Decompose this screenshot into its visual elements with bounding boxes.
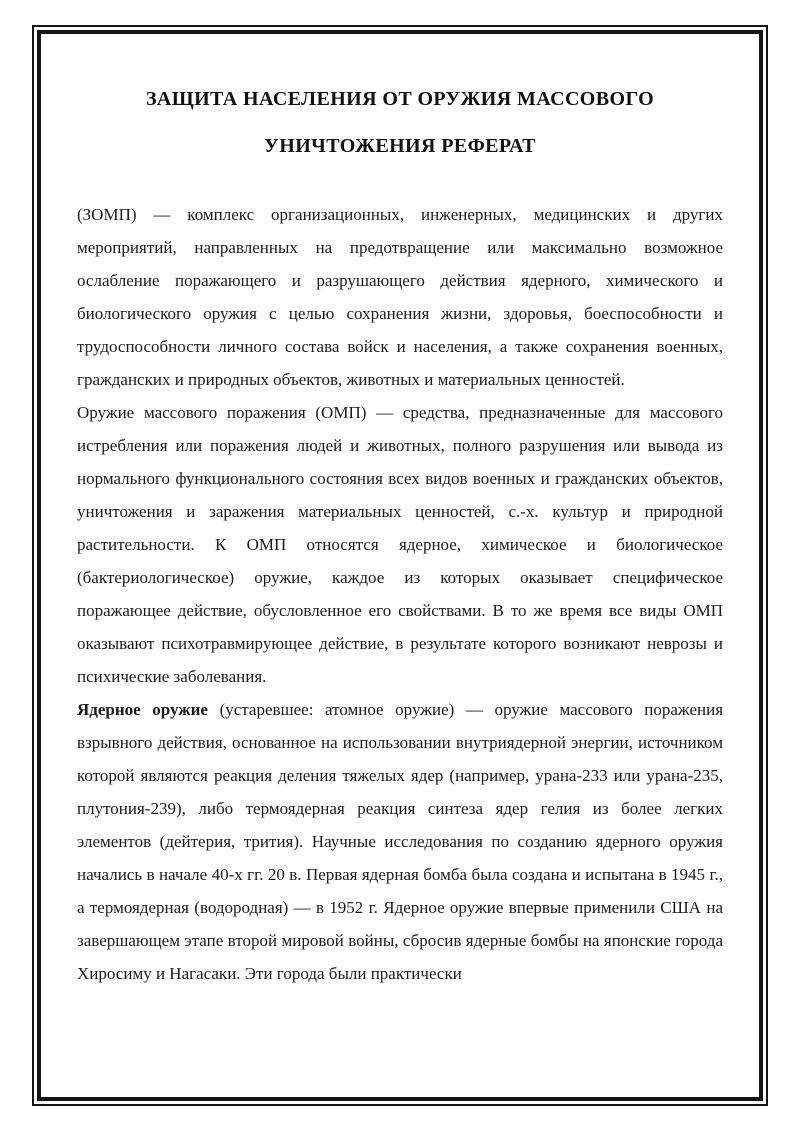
paragraph-zomp-definition: (ЗОМП) — комплекс организационных, инженерных, медицинских и других мероприятий, направленных на предотвращение или максимально возможное ослабление поражающего и разрушающего действия ядерного, химического и биологического оружия с целью сохранения жизни, здоровья, боеспособности и трудоспособности личного состава войск и населения, а также сохранения военных, гражданских и природных объектов, животных и материальных ценностей. <box>77 205 723 389</box>
document-content <box>41 34 759 1097</box>
page-border-frame <box>37 30 763 1101</box>
document-title: ЗАЩИТА НАСЕЛЕНИЯ ОТ ОРУЖИЯ МАССОВОГО УНИЧТОЖЕНИЯ РЕФЕРАТ <box>145 88 655 157</box>
paragraph-nuclear-weapon <box>77 693 723 990</box>
paragraph-text-nuclear-weapon: (устаревшее: атомное оружие) — оружие массового поражения взрывного действия, основанное на использовании внутриядерной энергии, источником которой являются реакция деления тяжелых ядер (например, урана-233 или урана-235, плутония-239), либо термоядерная реакция синтеза ядер гелия из более легких элементов (дейтерия, трития). Научные исследования по созданию ядерного оружия начались в начале 40-х гг. 20 в. Первая ядерная бомба была создана и испытана в 1945 г., а термоядерная (водородная) — в 1952 г. Ядерное оружие впервые применили США на завершающем этапе второй мировой войны, сбросив ядерные бомбы на японские города Хиросиму и Нагасаки. Эти города были практически <box>77 700 724 983</box>
document-body <box>77 198 723 990</box>
paragraph-omp-definition: Оружие массового поражения (ОМП) — средства, предназначенные для массового истребления или поражения людей и животных, полного разрушения или вывода из нормального функционального состояния всех видов военных и гражданских объектов, уничтожения и заражения материальных ценностей, с.-х. культур и природной растительности. К ОМП относятся ядерное, химическое и биологическое (бактериологическое) оружие, каждое из которых оказывает специфическое поражающее действие, обусловленное его свойствами. В то же время все виды ОМП оказывают психотравмирующее действие, в результате которого возникают неврозы и психические заболевания. <box>77 403 723 686</box>
paragraph-lead-nuclear-weapon: Ядерное оружие <box>77 700 208 719</box>
